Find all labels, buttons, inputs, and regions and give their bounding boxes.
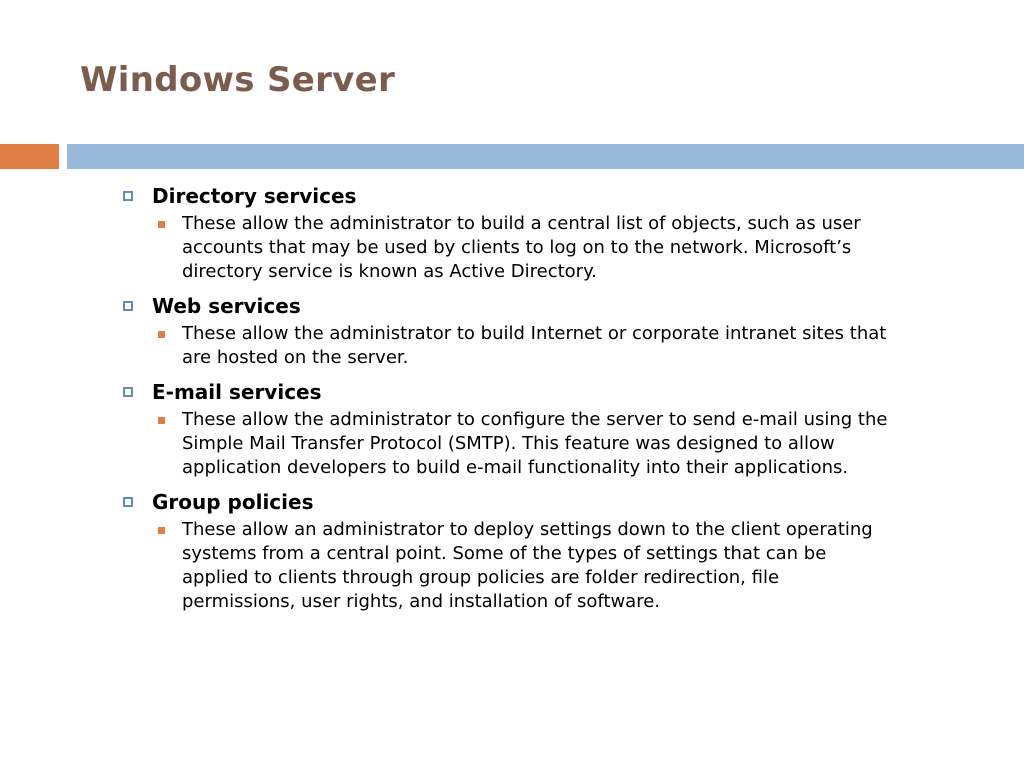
title-divider-bar [67, 144, 1024, 169]
section-body [120, 212, 980, 284]
square-outline-bullet-icon [123, 191, 133, 201]
square-filled-bullet-icon [158, 527, 165, 534]
section-heading [120, 290, 980, 322]
square-outline-bullet-icon [123, 497, 133, 507]
section-heading-text: E-mail services [152, 380, 322, 404]
square-outline-bullet-icon [123, 387, 133, 397]
section-heading-text: Directory services [152, 184, 357, 208]
slide-title: Windows Server [80, 60, 396, 100]
section-heading [120, 180, 980, 212]
section-heading [120, 486, 980, 518]
section-body [120, 322, 980, 370]
title-accent-bar [0, 144, 59, 169]
square-outline-bullet-icon [123, 301, 133, 311]
section-body-line: are hosted on the server. [182, 347, 409, 368]
section-heading-text: Group policies [152, 490, 314, 514]
section-body-line: These allow the administrator to build Internet or corporate intranet sites that [182, 323, 887, 344]
section-body-line: These allow the administrator to configure the server to send e-mail using the [182, 409, 888, 430]
section-body-line: applied to clients through group policies are folder redirection, file [182, 567, 780, 588]
square-filled-bullet-icon [158, 331, 165, 338]
bullet-list [120, 180, 980, 618]
section-body-line: permissions, user rights, and installation of software. [182, 591, 661, 612]
section-body [120, 408, 980, 480]
section-body-line: systems from a central point. Some of the types of settings that can be [182, 543, 827, 564]
section-body-line: These allow an administrator to deploy settings down to the client operating [182, 519, 873, 540]
section-heading [120, 376, 980, 408]
square-filled-bullet-icon [158, 221, 165, 228]
section-body [120, 518, 980, 614]
section-body-line: Simple Mail Transfer Protocol (SMTP). This feature was designed to allow [182, 433, 835, 454]
section-body-line: These allow the administrator to build a central list of objects, such as user [182, 213, 861, 234]
section-body-line: application developers to build e-mail functionality into their applications. [182, 457, 849, 478]
square-filled-bullet-icon [158, 417, 165, 424]
section-body-line: accounts that may be used by clients to log on to the network. Microsoft’s [182, 237, 852, 258]
section-body-line: directory service is known as Active Directory. [182, 261, 597, 282]
section-heading-text: Web services [152, 294, 301, 318]
